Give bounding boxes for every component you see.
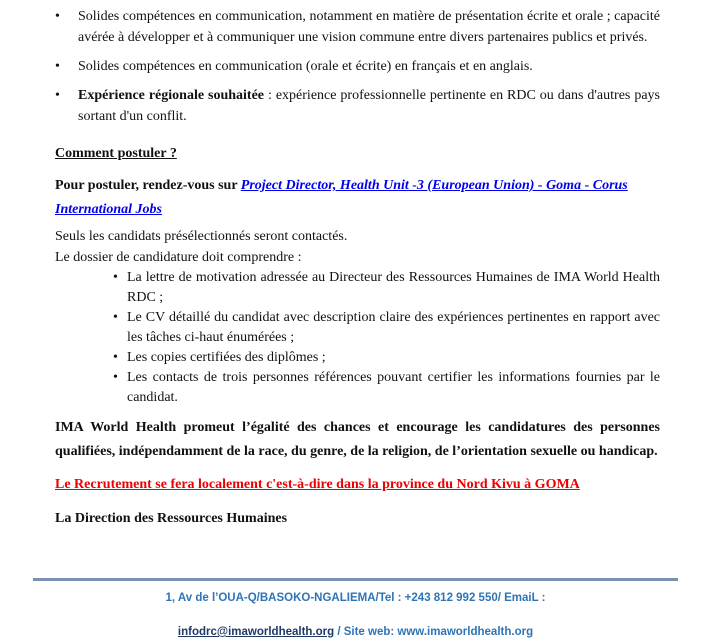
list-item: [55, 308, 660, 348]
bullet-icon: •: [55, 9, 60, 24]
bullet-icon: •: [113, 370, 118, 385]
bullet-text: [127, 268, 660, 308]
dossier-list: [55, 268, 660, 408]
bullet-text: [127, 308, 660, 348]
footer-site-text: / Site web: www.imaworldhealth.org: [334, 626, 534, 638]
bullet-text: [78, 6, 660, 48]
page-footer: [33, 578, 678, 642]
list-item: [55, 368, 660, 408]
bullet-icon: •: [113, 270, 118, 285]
list-item: [55, 6, 660, 48]
bullet-text-span: Solides compétences en communication (orale et écrite) en français et en anglais.: [78, 59, 533, 74]
how-to-apply-heading: Comment postuler ?: [55, 146, 177, 161]
list-item: [55, 56, 660, 77]
bullet-text-span: Les contacts de trois personnes références pouvant certifier les informations fournies par le candidat.: [127, 370, 660, 405]
bullet-icon: •: [113, 350, 118, 365]
preselection-note: Seuls les candidats présélectionnés seront contactés.: [55, 229, 348, 244]
contact-note: [55, 226, 660, 268]
footer-links-line: [33, 622, 678, 642]
bullet-icon: •: [55, 59, 60, 74]
apply-intro-text: Pour postuler, rendez-vous sur: [55, 178, 241, 193]
list-item: [55, 268, 660, 308]
signature: La Direction des Ressources Humaines: [55, 511, 288, 526]
bullet-icon: •: [113, 310, 118, 325]
bullet-text: [78, 56, 660, 77]
bullet-text-span: Solides compétences en communication, notamment en matière de présentation écrite et orale ; capacité avérée à développer et à communiquer une vision commune entre divers partenaires publics et privés.: [78, 9, 660, 45]
bullet-text-span: Les copies certifiées des diplômes ;: [127, 350, 326, 365]
recruitment-location-notice: Le Recrutement se fera localement c'est-à-dire dans la province du Nord Kivu à GOMA: [55, 477, 580, 492]
list-item: [55, 348, 660, 368]
footer-address: 1, Av de l’OUA-Q/BASOKO-NGALIEMA/Tel : +243 812 992 550/ EmaiL :: [165, 592, 546, 604]
bullet-text-span: Le CV détaillé du candidat avec description claire des expériences pertinentes en rapport avec les tâches ci-haut énumérées ;: [127, 310, 660, 345]
bullet-text: [127, 368, 660, 408]
email-link[interactable]: infodrc@imaworldhealth.org: [177, 626, 335, 638]
list-item: [55, 85, 660, 127]
apply-paragraph: [55, 174, 660, 222]
bullet-text: [78, 85, 660, 127]
bullet-icon: •: [55, 88, 60, 103]
qualifications-list: [55, 6, 660, 127]
bullet-bold-lead: Expérience régionale souhaitée: [78, 88, 265, 103]
equality-statement: IMA World Health promeut l’égalité des chances et encourage les candidatures des personnes qualifiées, indépendamment de la race, du genre, de la religion, de l’orientation sexuelle ou handicap.: [55, 420, 660, 459]
bullet-text-span: : expérience professionnelle pertinente en RDC ou dans d'autres pays sortant d'un conflit.: [78, 88, 660, 124]
dossier-intro: Le dossier de candidature doit comprendre :: [55, 250, 302, 265]
job-posting-link[interactable]: Project Director, Health Unit -3 (European Union) - Goma - Corus International Jobs: [55, 178, 628, 217]
bullet-text-span: La lettre de motivation adressée au Directeur des Ressources Humaines de IMA World Health RDC ;: [127, 270, 660, 305]
bullet-text: [127, 348, 660, 368]
